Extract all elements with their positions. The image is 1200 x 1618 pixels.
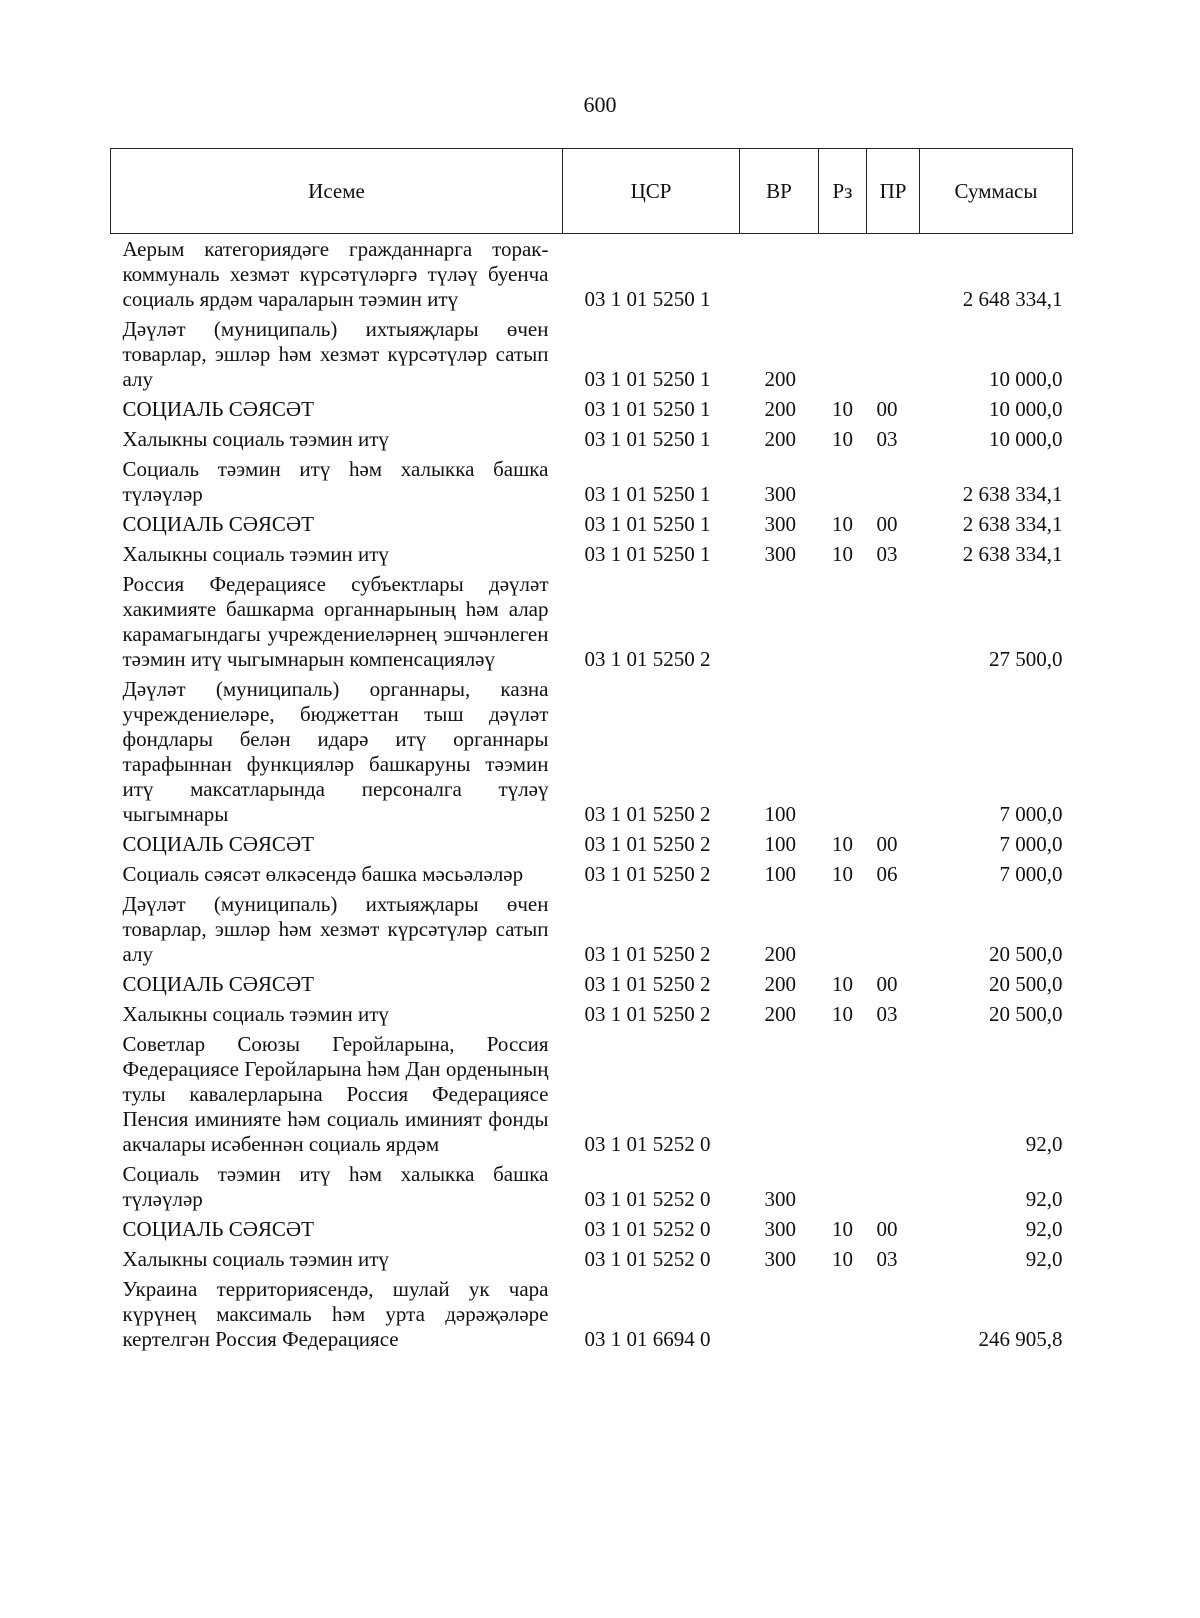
cell-vr: 100 — [764, 862, 796, 886]
cell-csr: 03 1 01 5250 2 — [584, 832, 711, 856]
cell-rz: 10 — [832, 832, 853, 856]
cell-rz: 10 — [832, 512, 853, 536]
cell-csr: 03 1 01 6694 0 — [584, 1327, 711, 1351]
cell-sum: 10 000,0 — [989, 427, 1063, 451]
table-row — [111, 394, 1073, 424]
cell-rz — [819, 314, 867, 394]
table-row — [111, 569, 1073, 674]
page-number: 600 — [583, 92, 617, 117]
cell-pr — [867, 569, 920, 674]
cell-vr: 300 — [764, 542, 796, 566]
cell-name: Социаль тәэмин итү һәм халыкка башка түләүләр — [122, 457, 549, 506]
cell-csr: 03 1 01 5252 0 — [584, 1217, 711, 1241]
cell-rz: 10 — [832, 427, 853, 451]
table-row — [111, 1214, 1073, 1244]
cell-vr: 300 — [764, 482, 796, 506]
cell-name: Аерым категориядәге гражданнарга торак-коммуналь хезмәт күрсәтүләргә түләү буенча социаль ярдәм чараларын тәэмин итү — [122, 237, 549, 311]
cell-csr: 03 1 01 5252 0 — [584, 1132, 711, 1156]
cell-vr: 300 — [764, 1247, 796, 1271]
cell-name: СОЦИАЛЬ СӘЯСӘТ — [122, 397, 314, 421]
table-row — [111, 859, 1073, 889]
cell-rz: 10 — [832, 542, 853, 566]
cell-rz — [819, 1274, 867, 1354]
cell-vr — [740, 569, 819, 674]
cell-csr: 03 1 01 5250 2 — [584, 1002, 711, 1026]
cell-sum: 20 500,0 — [989, 1002, 1063, 1026]
cell-pr — [867, 674, 920, 829]
cell-sum: 20 500,0 — [989, 942, 1063, 966]
cell-sum: 2 638 334,1 — [962, 482, 1063, 506]
cell-name: Дәүләт (муниципаль) ихтыяҗлары өчен товарлар, эшләр һәм хезмәт күрсәтүләр сатып алу — [122, 892, 549, 966]
cell-pr: 03 — [876, 427, 898, 451]
cell-name: Халыкны социаль тәэмин итү — [122, 542, 389, 566]
table-body — [111, 234, 1073, 1355]
cell-name: Украина территориясендә, шулай ук чара күрүнең максималь һәм урта дәрәҗәләре кертелгән Россия Федерациясе — [122, 1277, 549, 1351]
cell-sum: 10 000,0 — [989, 367, 1063, 391]
header-name: Исеме — [111, 149, 563, 234]
cell-csr: 03 1 01 5250 2 — [584, 647, 711, 671]
cell-name: Халыкны социаль тәэмин итү — [122, 1247, 389, 1271]
cell-vr: 200 — [764, 1002, 796, 1026]
cell-pr: 06 — [876, 862, 898, 886]
cell-name: СОЦИАЛЬ СӘЯСӘТ — [122, 1217, 314, 1241]
cell-pr: 00 — [876, 972, 898, 996]
cell-name: Социаль сәясәт өлкәсендә башка мәсьәләләр — [122, 862, 524, 886]
cell-pr: 03 — [876, 1247, 898, 1271]
table-row — [111, 674, 1073, 829]
cell-rz — [819, 674, 867, 829]
table-row — [111, 539, 1073, 569]
cell-name: СОЦИАЛЬ СӘЯСӘТ — [122, 832, 314, 856]
table-row — [111, 314, 1073, 394]
cell-name: СОЦИАЛЬ СӘЯСӘТ — [122, 972, 314, 996]
cell-rz — [819, 889, 867, 969]
table-row — [111, 999, 1073, 1029]
cell-rz: 10 — [832, 862, 853, 886]
cell-vr — [740, 1029, 819, 1159]
header-csr: ЦСР — [563, 149, 740, 234]
table-row — [111, 829, 1073, 859]
cell-sum: 10 000,0 — [989, 397, 1063, 421]
cell-vr: 300 — [764, 512, 796, 536]
cell-sum: 92,0 — [1025, 1247, 1063, 1271]
cell-sum: 92,0 — [1025, 1132, 1063, 1156]
cell-sum: 246 905,8 — [978, 1327, 1063, 1351]
cell-rz: 10 — [832, 1217, 853, 1241]
table-row — [111, 1159, 1073, 1214]
cell-vr: 200 — [764, 972, 796, 996]
cell-pr: 03 — [876, 542, 898, 566]
table-row — [111, 969, 1073, 999]
cell-name: Социаль тәэмин итү һәм халыкка башка түләүләр — [122, 1162, 549, 1211]
table-row — [111, 889, 1073, 969]
cell-name: Халыкны социаль тәэмин итү — [122, 1002, 389, 1026]
cell-pr — [867, 1029, 920, 1159]
cell-rz: 10 — [832, 1002, 853, 1026]
cell-vr — [740, 1274, 819, 1354]
cell-rz — [819, 569, 867, 674]
cell-csr: 03 1 01 5250 2 — [584, 802, 711, 826]
table-header — [111, 149, 1073, 234]
cell-name: Дәүләт (муниципаль) органнары, казна учреждениеләре, бюджеттан тыш дәүләт фондлары белән идарә итү органнары тарафыннан функцияләр башкаруны тәэмин итү максатларында персоналга түләү чыгымнары — [122, 677, 549, 826]
cell-sum: 92,0 — [1025, 1217, 1063, 1241]
cell-pr: 00 — [876, 397, 898, 421]
table-row — [111, 509, 1073, 539]
cell-vr: 200 — [764, 942, 796, 966]
cell-vr: 300 — [764, 1187, 796, 1211]
cell-vr: 200 — [764, 397, 796, 421]
cell-pr — [867, 314, 920, 394]
cell-vr: 100 — [764, 832, 796, 856]
cell-rz: 10 — [832, 972, 853, 996]
header-pr: ПР — [867, 149, 920, 234]
cell-sum: 92,0 — [1025, 1187, 1063, 1211]
cell-pr — [867, 1274, 920, 1354]
header-vr: ВР — [740, 149, 819, 234]
budget-table — [110, 148, 1073, 1354]
table-row — [111, 454, 1073, 509]
cell-csr: 03 1 01 5250 2 — [584, 942, 711, 966]
cell-name: Советлар Союзы Геройларына, Россия Федерациясе Геройларына һәм Дан орденының тулы кавалерларына Россия Федерациясе Пенсия иминияте һәм социаль иминият фонды акчалары исәбеннән социаль ярдәм — [122, 1032, 549, 1156]
cell-csr: 03 1 01 5250 2 — [584, 862, 711, 886]
cell-vr: 100 — [764, 802, 796, 826]
cell-csr: 03 1 01 5252 0 — [584, 1187, 711, 1211]
table-row — [111, 1274, 1073, 1354]
cell-sum: 7 000,0 — [999, 832, 1063, 856]
cell-vr — [740, 234, 819, 315]
cell-csr: 03 1 01 5250 2 — [584, 972, 711, 996]
cell-sum: 27 500,0 — [989, 647, 1063, 671]
table-row — [111, 1244, 1073, 1274]
cell-rz — [819, 454, 867, 509]
cell-pr — [867, 1159, 920, 1214]
cell-pr — [867, 454, 920, 509]
table-row — [111, 234, 1073, 315]
cell-sum: 2 648 334,1 — [962, 287, 1063, 311]
cell-pr: 00 — [876, 512, 898, 536]
cell-vr: 200 — [764, 367, 796, 391]
cell-csr: 03 1 01 5250 1 — [584, 512, 711, 536]
cell-name: СОЦИАЛЬ СӘЯСӘТ — [122, 512, 314, 536]
cell-rz — [819, 234, 867, 315]
cell-sum: 2 638 334,1 — [962, 512, 1063, 536]
cell-name: Халыкны социаль тәэмин итү — [122, 427, 389, 451]
cell-csr: 03 1 01 5250 1 — [584, 397, 711, 421]
cell-rz: 10 — [832, 1247, 853, 1271]
cell-csr: 03 1 01 5252 0 — [584, 1247, 711, 1271]
header-sum: Суммасы — [920, 149, 1073, 234]
cell-pr: 03 — [876, 1002, 898, 1026]
cell-sum: 7 000,0 — [999, 802, 1063, 826]
table-row — [111, 424, 1073, 454]
cell-vr: 300 — [764, 1217, 796, 1241]
cell-pr — [867, 889, 920, 969]
cell-csr: 03 1 01 5250 1 — [584, 427, 711, 451]
cell-pr — [867, 234, 920, 315]
cell-rz — [819, 1159, 867, 1214]
cell-rz: 10 — [832, 397, 853, 421]
cell-name: Россия Федерациясе субъектлары дәүләт хакимияте башкарма органнарының һәм алар карамагындагы учреждениеләрнең эшчәнлеген тәэмин итү чыгымнарын компенсацияләү — [122, 572, 549, 671]
header-rz: Рз — [819, 149, 867, 234]
cell-vr: 200 — [764, 427, 796, 451]
cell-sum: 20 500,0 — [989, 972, 1063, 996]
table-row — [111, 1029, 1073, 1159]
cell-name: Дәүләт (муниципаль) ихтыяҗлары өчен товарлар, эшләр һәм хезмәт күрсәтүләр сатып алу — [122, 317, 549, 391]
cell-rz — [819, 1029, 867, 1159]
cell-sum: 2 638 334,1 — [962, 542, 1063, 566]
cell-csr: 03 1 01 5250 1 — [584, 287, 711, 311]
cell-csr: 03 1 01 5250 1 — [584, 482, 711, 506]
cell-csr: 03 1 01 5250 1 — [584, 367, 711, 391]
cell-pr: 00 — [876, 832, 898, 856]
cell-csr: 03 1 01 5250 1 — [584, 542, 711, 566]
cell-sum: 7 000,0 — [999, 862, 1063, 886]
cell-pr: 00 — [876, 1217, 898, 1241]
